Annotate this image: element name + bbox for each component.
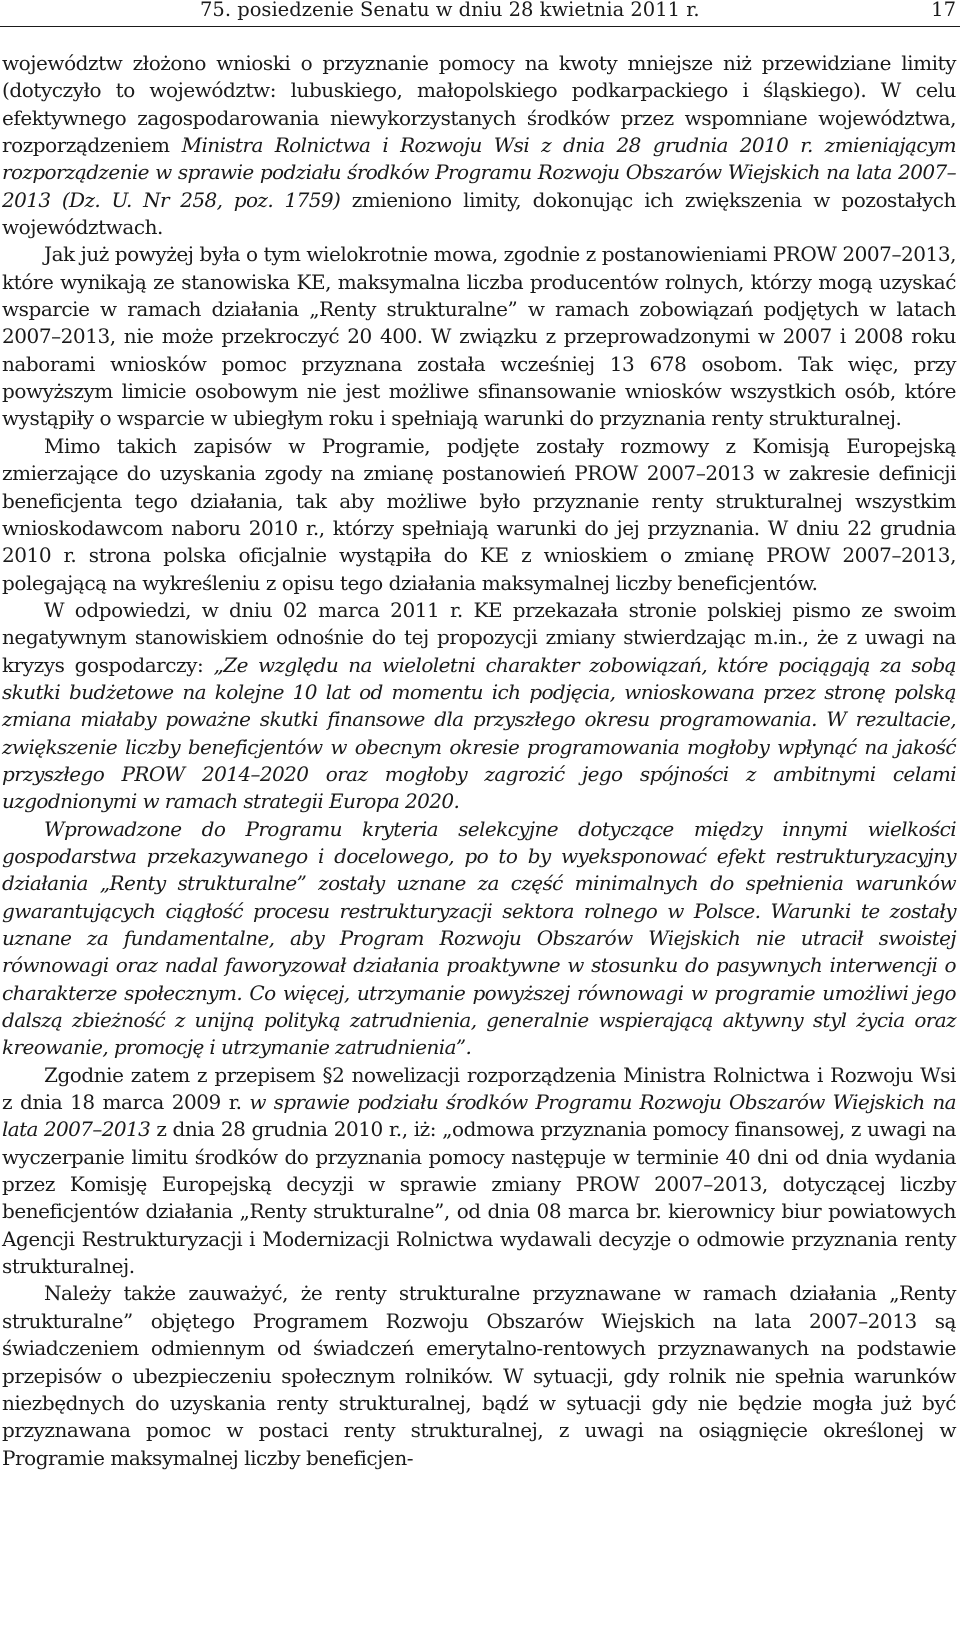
paragraph-1-italic-citation: Ministra Rolnictwa i Rozwoju Wsi z dnia 28 grudnia 2010 r. zmieniającym rozporządzenie w sprawie podziału środków Programu Rozwoju Obszarów Wiejskich na lata 2007–2013 (Dz. U. Nr 258, poz. 1759) bbox=[2, 133, 957, 212]
paragraph-5-italic-quote bbox=[2, 816, 956, 1062]
paragraph-4-text-a: W odpowiedzi, w dniu 02 marca 2011 r. KE przekazała stronie polskiej pismo ze swoim negatywnym stanowiskiem odnośnie do tej propozycji zmiany stwierdzając m.in., że z uwagi na kryzys gospodarczy: bbox=[2, 597, 956, 677]
running-header-title: 75. posiedzenie Senatu w dniu 28 kwietnia 2011 r. bbox=[200, 0, 700, 21]
paragraph-1 bbox=[2, 50, 956, 241]
paragraph-6-italic-citation: w sprawie podziału środków Programu Rozwoju Obszarów Wiejskich na lata 2007–2013 bbox=[2, 1090, 956, 1142]
paragraph-7: Należy także zauważyć, że renty strukturalne przyznawane w ramach działania „Renty strukturalne” objętego Programem Rozwoju Obszarów Wiejskich na lata 2007–2013 są świadczeniem odmiennym od świadczeń emerytalno-rentowych przyznawanych na podstawie przepisów o ubezpieczeniu społecznym rolników. W sytuacji, gdy rolnik nie spełnia warunków niezbędnych do uzyskania renty strukturalnej, bądź w sytuacji gdy nie będzie mogła już być przyznawana pomoc w postaci renty strukturalnej, z uwagi na osiągnięcie określonej w Programie maksymalnej liczby beneficjen- bbox=[2, 1281, 956, 1470]
paragraph-6-text-a: Zgodnie zatem z przepisem §2 nowelizacji rozporządzenia Ministra Rolnictwa i Rozwoju Wsi z dnia 18 marca 2009 r. bbox=[2, 1062, 956, 1115]
running-header bbox=[0, 0, 960, 20]
paragraph-5-italic-text: Wprowadzone do Programu kryteria selekcyjne dotyczące między innymi wielkości gospodarstwa przekazywanego i docelowego, po to by wyeksponować efekt restrukturyzacyjny działania „Renty strukturalne” zostały uznane za część minimalnych do spełnienia warunków gwarantujących ciągłość procesu restrukturyzacji sektora rolnego w Polsce. Warunki te zostały uznane za fundamentalne, aby Program Rozwoju Obszarów Wiejskich nie utracił swoistej równowagi oraz nadal faworyzował działania proaktywne w stosunku do pasywnych interwencji o charakterze społecznym. Co więcej, utrzymanie powyższej równowagi w programie umożliwi jego dalszą zbieżność z unijną polityką zatrudnienia, generalnie wspierającą aktywny styl życia oraz kreowanie, promocję i utrzymanie zatrudnienia”. bbox=[2, 816, 956, 1060]
paragraph-3: Mimo takich zapisów w Programie, podjęte zostały rozmowy z Komisją Europejską zmierzające do uzyskania zgody na zmianę postanowień PROW 2007–2013 w zakresie definicji beneficjenta tego działania, tak aby możliwe było przyznanie renty strukturalnej wszystkim wnioskodawcom naboru 2010 r., którzy spełniają warunki do jej przyznania. W dniu 22 grudnia 2010 r. strona polska oficjalnie wystąpiła do KE z wnioskiem o zmianę PROW 2007–2013, polegającą na wykreśleniu z opisu tego działania maksymalnej liczby beneficjentów. bbox=[2, 433, 956, 595]
header-divider bbox=[0, 26, 960, 27]
paragraph-6 bbox=[2, 1062, 956, 1281]
paragraph-1-text-b: zmieniono limity, dokonując ich zwiększenia w pozostałych województwach. bbox=[2, 187, 956, 240]
document-body bbox=[2, 50, 956, 1472]
paragraph-4 bbox=[2, 597, 956, 816]
page-number: 17 bbox=[931, 0, 956, 21]
paragraph-2: Jak już powyżej była o tym wielokrotnie mowa, zgodnie z postanowieniami PROW 2007–2013, które wynikają ze stanowiska KE, maksymalna liczba producentów rolnych, którzy mogą uzyskać wsparcie w ramach działania „Renty strukturalne” w ramach zobowiązań podjętych w latach 2007–2013, nie może przekroczyć 20 400. W związku z przeprowadzonymi w 2007 i 2008 roku naborami wniosków pomoc przyznana została wcześniej 13 678 osobom. Tak więc, przy powyższym limicie osobowym nie jest możliwe sfinansowanie wniosków wszystkich osób, które wystąpiły o wsparcie w ubiegłym roku i spełniają warunki do przyznania renty strukturalnej. bbox=[2, 242, 956, 431]
paragraph-4-italic-quote: „Ze względu na wieloletni charakter zobowiązań, które pociągają za sobą skutki budżetowe na kolejne 10 lat od momentu ich podjęcia, wnioskowana przez stronę polską zmiana miałaby poważne skutki finansowe dla przyszłego okresu programowania. W rezultacie, zwiększenie liczby beneficjentów w obecnym okresie programowania mogłoby wpłynąć na jakość przyszłego PROW 2014–2020 oraz mogłoby zagrozić jego spójności z ambitnymi celami uzgodnionymi w ramach strategii Europa 2020. bbox=[2, 652, 956, 814]
paragraph-1-text-a: województw złożono wnioski o przyznanie pomocy na kwoty mniejsze niż przewidziane limity (dotyczyło to województw: lubuskiego, małopolskiego podkarpackiego i śląskiego). W celu efektywnego zagospodarowania niewykorzystanych środków przez wspomniane województwa, rozporządzeniem bbox=[2, 51, 956, 158]
paragraph-6-text-b: z dnia 28 grudnia 2010 r., iż: „odmowa przyznania pomocy finansowej, z uwagi na wyczerpanie limitu środków do przyznania pomocy następuje w terminie 40 dni od dnia wydania przez Komisję Europejską decyzji w sprawie zmiany PROW 2007–2013, dotyczącej liczby beneficjentów działania „Renty strukturalne”, od dnia 08 marca br. kierownicy biur powiatowych Agencji Restrukturyzacji i Modernizacji Rolnictwa wydawali decyzje o odmowie przyznania renty strukturalnej. bbox=[2, 1117, 956, 1279]
